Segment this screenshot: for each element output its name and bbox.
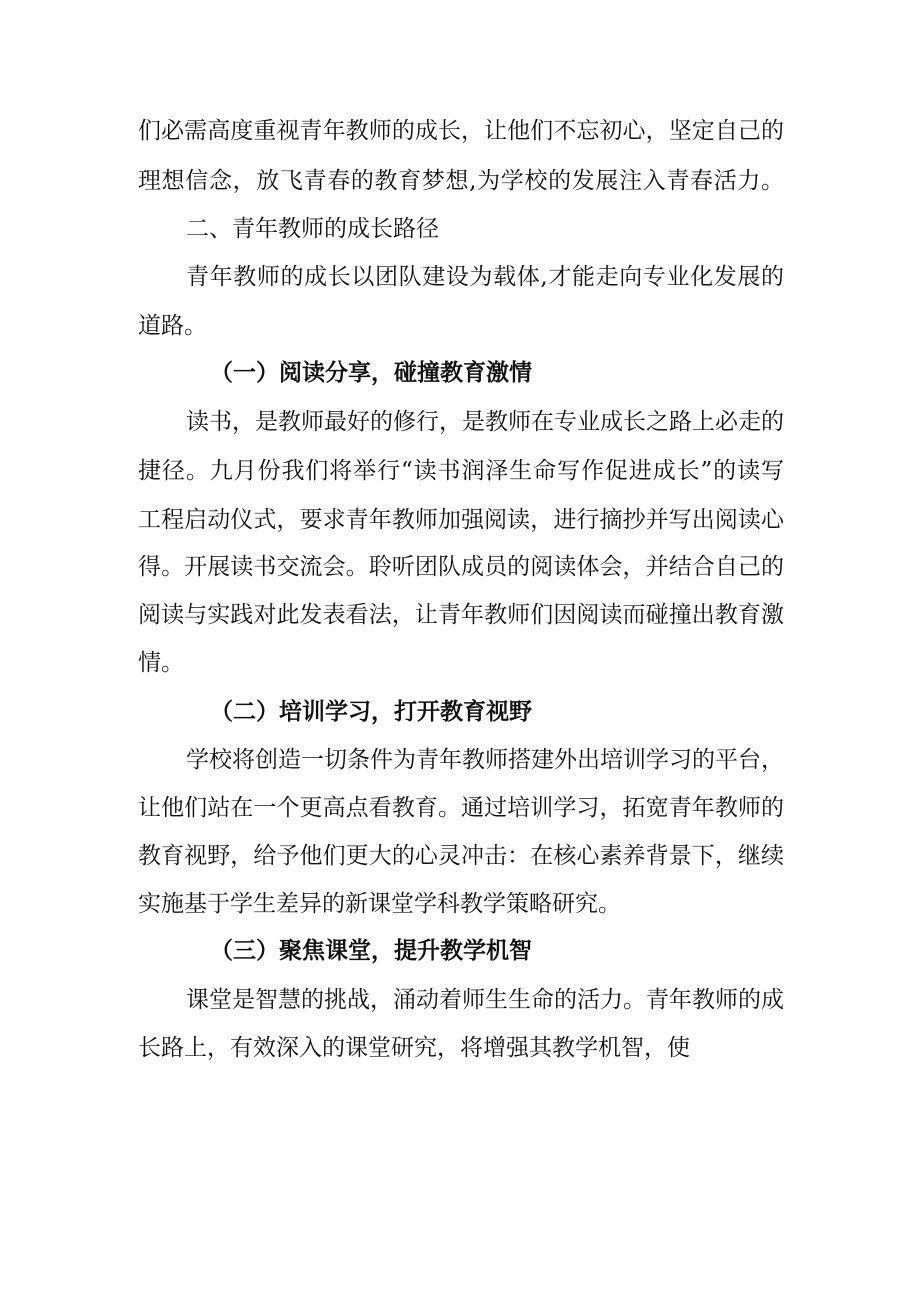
sub-heading-3: （三）聚焦课堂，提升教学机智: [210, 937, 532, 964]
sub3-line-2: 长路上，有效深入的课堂研究，将增强其教学机智，使: [138, 1035, 690, 1061]
sub-heading-1: （一）阅读分享，碰撞教育激情: [210, 359, 532, 386]
sub2-line-1: 学校将创造一切条件为青年教师搭建外出培训学习的平台，: [186, 747, 784, 773]
sub1-line-5: 阅读与实践对此发表看法，让青年教师们因阅读而碰撞出教育激: [138, 602, 784, 628]
intro-line-2: 理想信念，放飞青春的教育梦想,为学校的发展注入青春活力。: [138, 168, 784, 194]
sub3-line-1: 课堂是智慧的挑战，涌动着师生生命的活力。青年教师的成: [186, 987, 784, 1013]
sub2-line-4: 实施基于学生差异的新课堂学科教学策略研究。: [138, 891, 621, 917]
sub1-line-4: 得。开展读书交流会。聆听团队成员的阅读体会，并结合自己的: [138, 554, 784, 580]
sub1-line-2: 捷径。九月份我们将举行“读书润泽生命写作促进成长”的读写: [138, 458, 784, 484]
sub2-line-2: 让他们站在一个更高点看教育。通过培训学习，拓宽青年教师的: [138, 795, 784, 821]
section-2-title: 二、青年教师的成长路径: [186, 216, 439, 242]
sub2-line-3: 教育视野，给予他们更大的心灵冲击：在核心素养背景下，继续: [138, 843, 784, 869]
intro-line-1: 们必需高度重视青年教师的成长，让他们不忘初心，坚定自己的: [138, 118, 784, 144]
sub1-line-6: 情。: [138, 650, 184, 676]
section-2-intro-line-2: 道路。: [138, 313, 207, 339]
sub1-line-1: 读书，是教师最好的修行，是教师在专业成长之路上必走的: [186, 409, 784, 435]
sub1-line-3: 工程启动仪式，要求青年教师加强阅读，进行摘抄并写出阅读心: [138, 507, 784, 533]
section-2-intro-line-1: 青年教师的成长以团队建设为载体,才能走向专业化发展的: [186, 264, 784, 290]
sub-heading-2: （二）培训学习，打开教育视野: [210, 698, 532, 725]
